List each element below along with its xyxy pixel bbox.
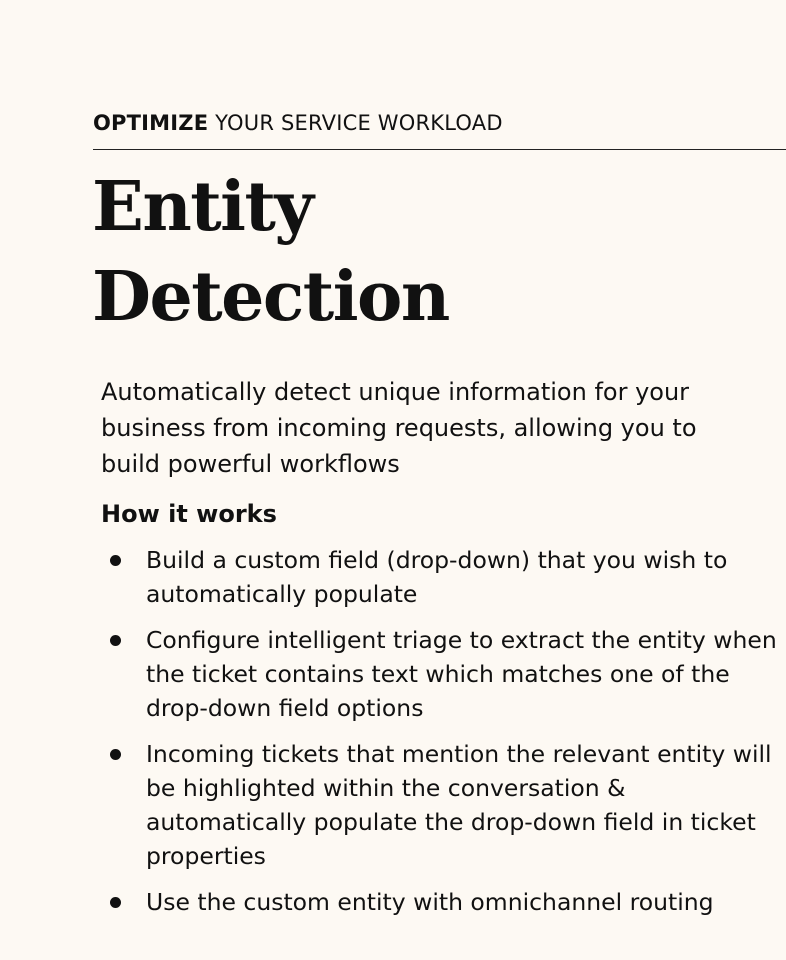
list-item-text: Configure intelligent triage to extract the entity when the ticket contains text which matches one of the drop-down field options (146, 626, 777, 722)
page-title (92, 162, 449, 342)
list-item (101, 623, 781, 725)
title-line-1: Entity (92, 167, 313, 247)
eyebrow-strong: OPTIMIZE (93, 111, 209, 135)
list-item-text: Incoming tickets that mention the relevant entity will be highlighted within the conversation & automatically populate the drop-down field in ticket properties (146, 740, 772, 870)
bullet-dot-icon (110, 749, 121, 760)
list-item-text: Use the custom entity with omnichannel routing (146, 888, 714, 916)
bullet-dot-icon (110, 897, 121, 908)
list-item (101, 543, 781, 611)
intro-text: Automatically detect unique information for your business from incoming requests, allowing you to build powerful workflows (101, 378, 697, 478)
bullet-dot-icon (110, 635, 121, 646)
list-item (101, 885, 781, 919)
how-it-works-list (101, 543, 781, 931)
list-item (101, 737, 781, 873)
list-item-text: Build a custom field (drop-down) that you wish to automatically populate (146, 546, 728, 608)
eyebrow (93, 111, 503, 135)
eyebrow-rest: YOUR SERVICE WORKLOAD (208, 111, 503, 135)
divider (93, 149, 786, 150)
how-it-works-heading: How it works (101, 500, 277, 528)
title-line-2: Detection (92, 257, 449, 337)
bullet-dot-icon (110, 555, 121, 566)
